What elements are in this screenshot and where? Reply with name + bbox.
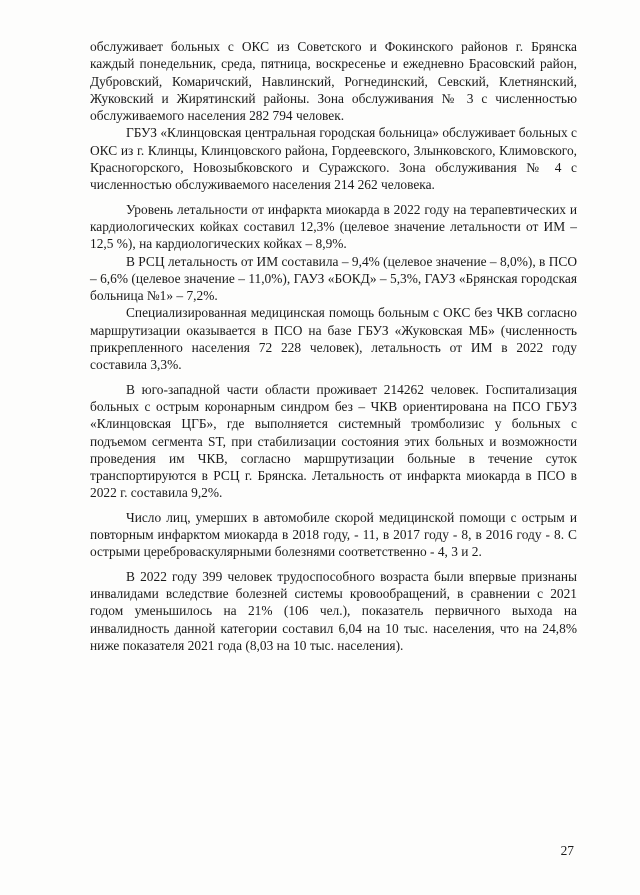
paragraph-7: Число лиц, умерших в автомобиле скорой медицинской помощи с острым и повторным инфарктом миокарда в 2018 году, - 11, в 2017 году - 8, в 2016 году - 8. С острыми цереброваскулярными болезнями соответственно - 4, 3 и 2. [90, 509, 577, 560]
paragraph-4: В РСЦ летальность от ИМ составила – 9,4% (целевое значение – 8,0%), в ПСО – 6,6% (целевое значение – 11,0%), ГАУЗ «БОКД» – 5,3%, ГАУЗ «Брянская городская больница №1» – 7,2%. [90, 253, 577, 304]
body-text [90, 38, 577, 654]
paragraph-8: В 2022 году 399 человек трудоспособного возраста были впервые признаны инвалидами вследствие болезней системы кровообращений, в сравнении с 2021 годом уменьшилось на 21% (106 чел.), показатель первичного выхода на инвалидность данной категории составил 6,04 на 10 тыс. населения, что на 24,8% ниже показателя 2021 года (8,03 на 10 тыс. населения). [90, 568, 577, 653]
paragraph-3: Уровень летальности от инфаркта миокарда в 2022 году на терапевтических и кардиологических койках составил 12,3% (целевое значение летальности от ИМ – 12,5 %), на кардиологических койках – 8,9%. [90, 201, 577, 252]
paragraph-2: ГБУЗ «Клинцовская центральная городская больница» обслуживает больных с ОКС из г. Клинцы, Клинцовского района, Гордеевского, Злынковского, Климовского, Красногорского, Новозыбковского и Суражского. Зона обслуживания № 4 с численностью обслуживаемого населения 214 262 человека. [90, 125, 577, 193]
paragraph-5: Специализированная медицинская помощь больным с ОКС без ЧКВ согласно маршрутизации оказывается в ПСО на базе ГБУЗ «Жуковская МБ» (численность прикрепленного населения 72 228 человек), летальность от ИМ в 2022 году составила 3,3%. [90, 305, 577, 373]
page-number: 27 [560, 843, 574, 858]
paragraph-6: В юго-западной части области проживает 214262 человек. Госпитализация больных с острым коронарным синдром без – ЧКВ ориентирована на ПСО ГБУЗ «Клинцовская ЦГБ», где выполняется системный тромболизис у больных с подъемом сегмента ST, при стабилизации состояния этих больных и возможности проведения им ЧКВ, согласно маршрутизации больные в течение суток транспортируются в РСЦ г. Брянска. Летальность от инфаркта миокарда в ПСО в 2022 г. составила 9,2%. [90, 381, 577, 501]
paragraph-1: обслуживает больных с ОКС из Советского и Фокинского районов г. Брянска каждый понедельник, среда, пятница, воскресенье и ежедневно Брасовский район, Дубровский, Комаричский, Навлинский, Рогнединский, Севский, Клетнянский, Жуковский и Жирятинский районы. Зона обслуживания № 3 с численностью обслуживаемого населения 282 794 человек. [90, 39, 577, 124]
